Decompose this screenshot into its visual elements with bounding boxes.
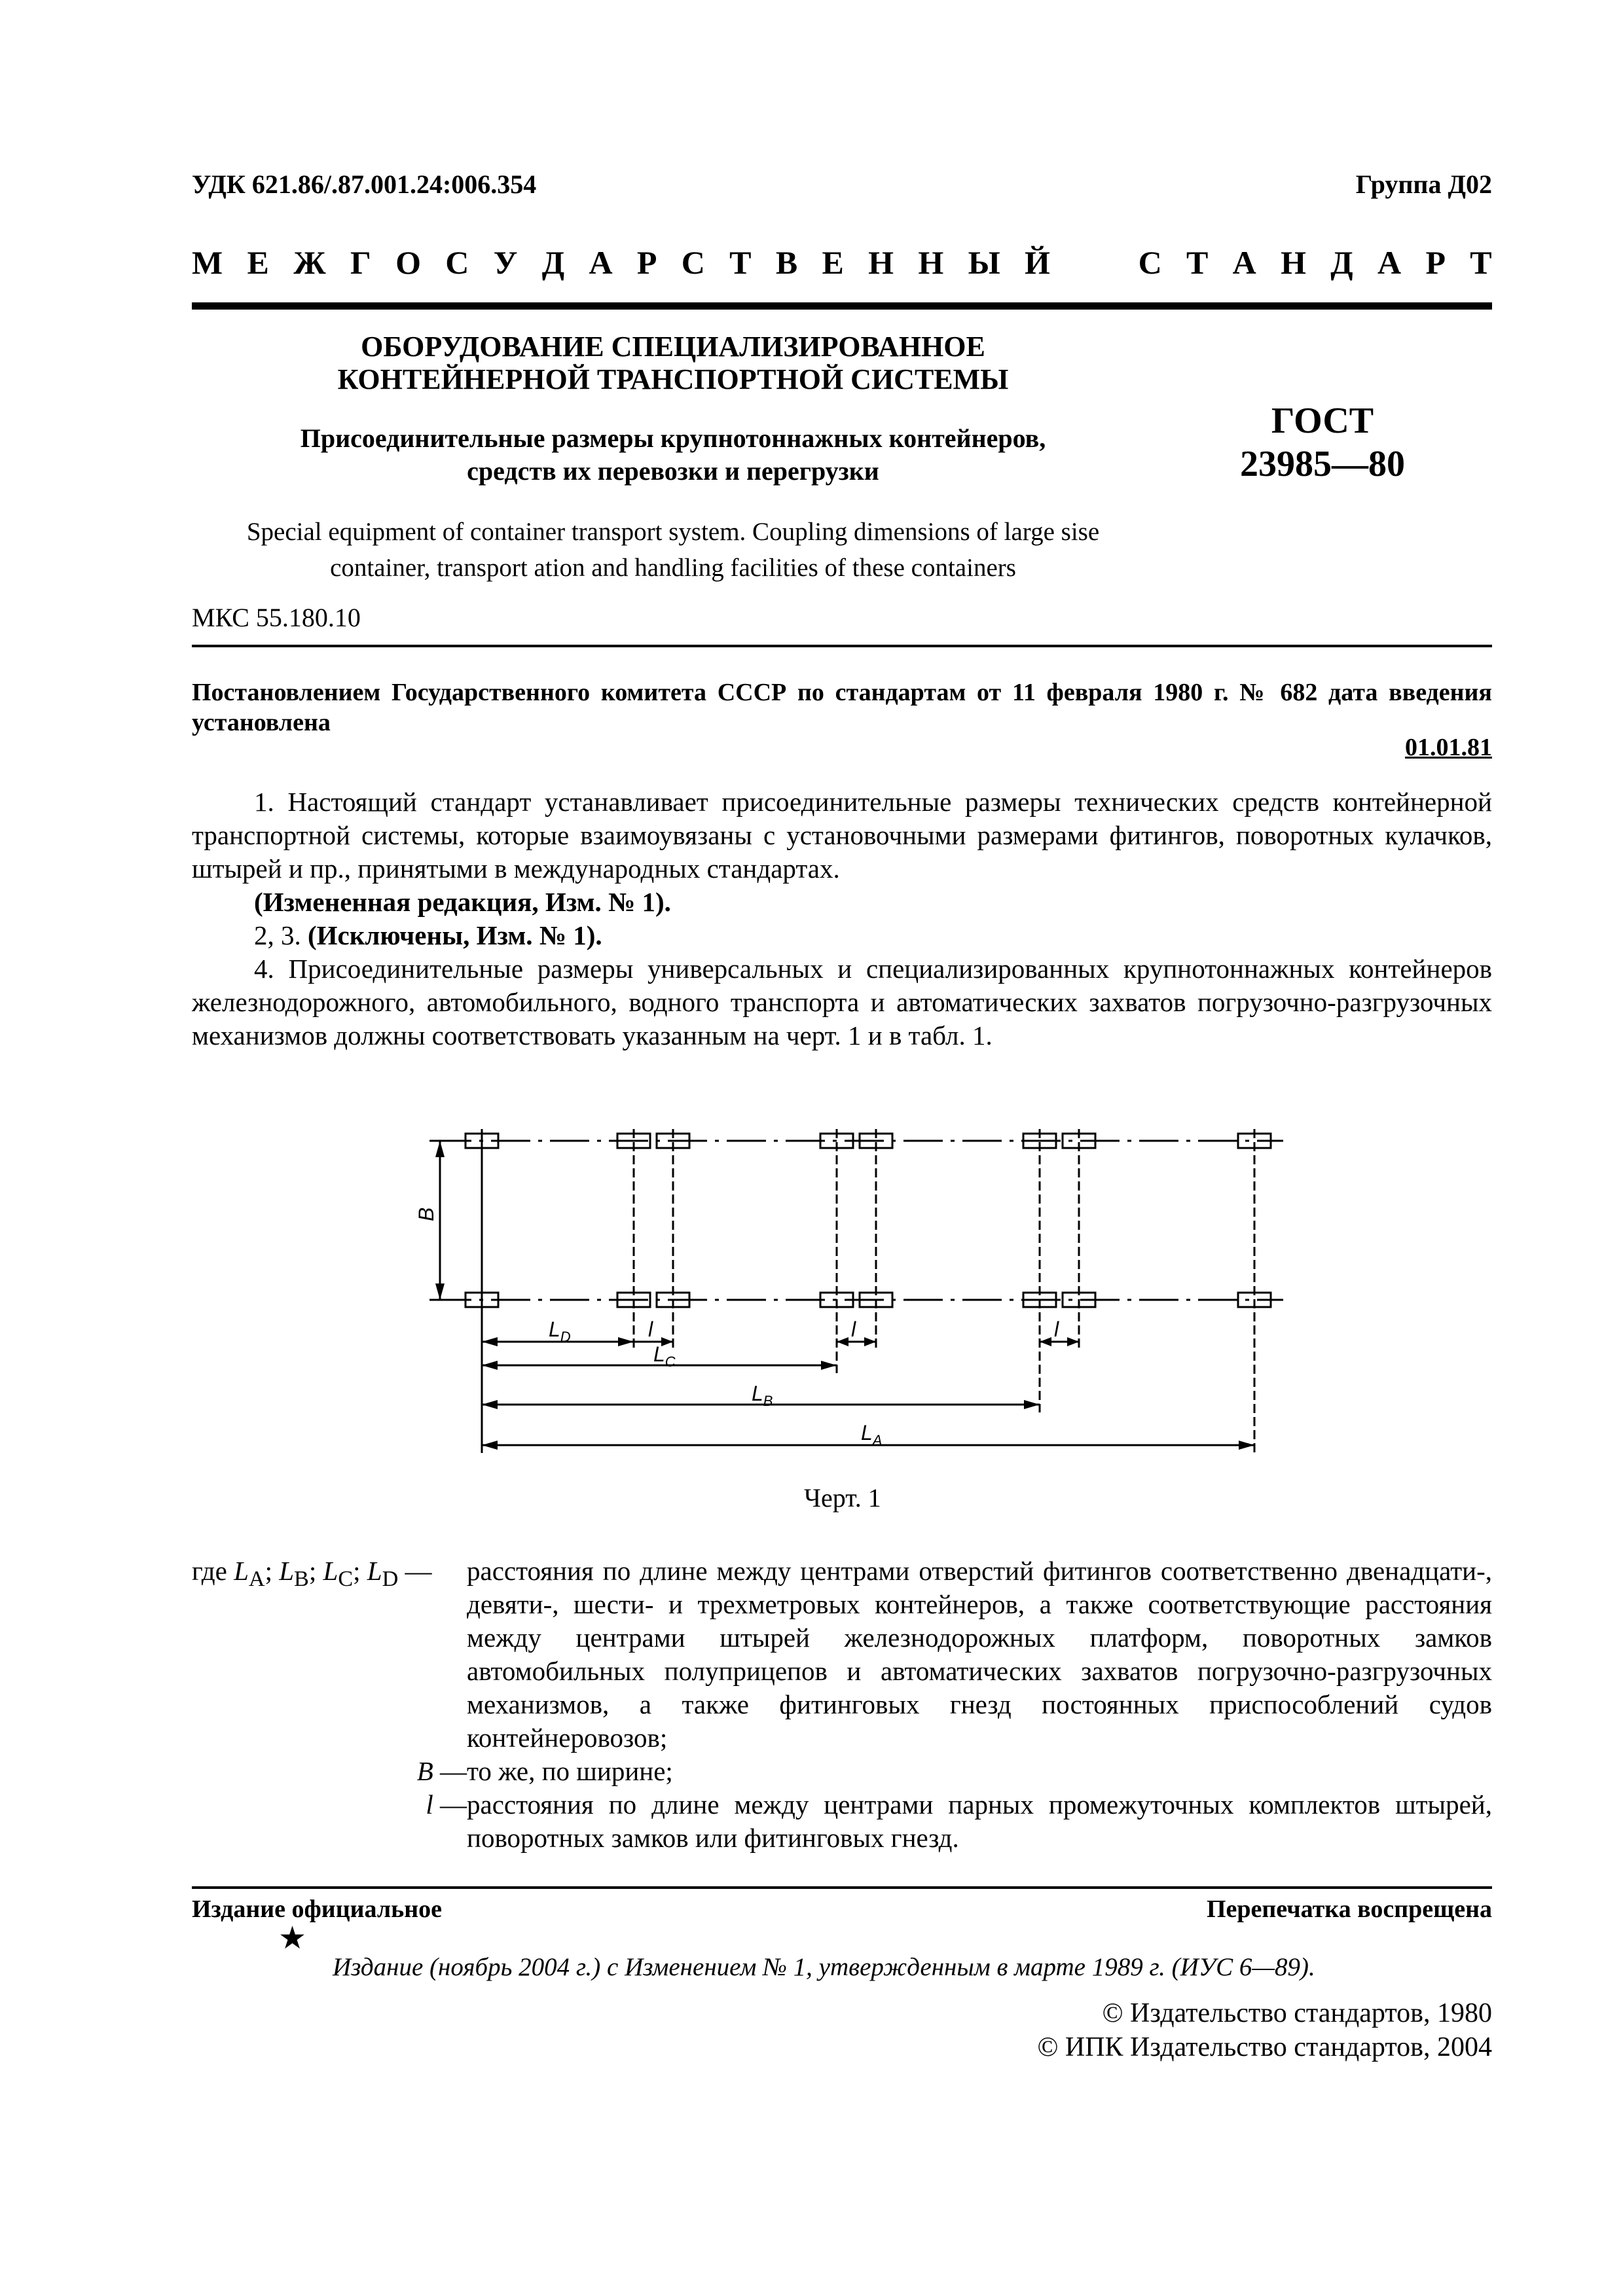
heading-letter: Р bbox=[636, 244, 657, 281]
legend-b-text: то же, по ширине; bbox=[467, 1756, 673, 1786]
heading-letter: А bbox=[589, 244, 613, 281]
middle-rule bbox=[192, 645, 1492, 647]
paragraph-1-note: (Измененная редакция, Изм. № 1). bbox=[254, 887, 671, 917]
arrowhead bbox=[482, 1400, 498, 1409]
heading-letter: У bbox=[493, 244, 518, 281]
star-icon: ★ bbox=[278, 1921, 307, 1956]
sym-lc: L bbox=[323, 1556, 338, 1586]
legend-separator: ; bbox=[264, 1556, 280, 1586]
gost-number: 23985—80 bbox=[1240, 444, 1405, 484]
heading-letter: М bbox=[192, 244, 223, 281]
arrowhead bbox=[435, 1141, 445, 1157]
arrowhead bbox=[1067, 1337, 1079, 1346]
paragraph-2-3-text: (Исключены, Изм. № 1). bbox=[308, 920, 602, 950]
english-title-line: container, transport ation and handling facilities of these containers bbox=[330, 554, 1016, 582]
main-title-line: ОБОРУДОВАНИЕ СПЕЦИАЛИЗИРОВАННОЕ bbox=[361, 331, 985, 363]
sym-lc-sub: C bbox=[338, 1567, 354, 1592]
heading-letter: А bbox=[1377, 244, 1402, 281]
label-l: l bbox=[1054, 1318, 1059, 1341]
arrowhead bbox=[821, 1361, 837, 1370]
sym-b: B bbox=[416, 1756, 433, 1786]
arrowhead bbox=[482, 1361, 498, 1370]
paragraph-1: 1. Настоящий стандарт устанавливает присоединительные размеры технических средств контейнерной транспортной системы, которые взаимоувязаны с установочными размерами фитингов, поворотных кулачков, штырей и пр., принятыми в международных стандартах. bbox=[192, 787, 1492, 884]
legend-symbols bbox=[192, 1554, 432, 1596]
heading-letter: Д bbox=[1330, 244, 1353, 281]
decree-text: Постановлением Государственного комитета СССР по стандартам от 11 февраля 1980 г. № 682 дата введения установлена bbox=[192, 679, 1492, 736]
heading-letter: Ж bbox=[293, 244, 326, 281]
arrowhead bbox=[1040, 1337, 1051, 1346]
legend-symbol-b bbox=[417, 1755, 467, 1788]
introduction-date: 01.01.81 bbox=[1405, 734, 1492, 761]
legend-l-text: расстояния по длине между центрами парных промежуточных комплектов штырей, поворотных замков или фитинговых гнезд. bbox=[467, 1789, 1492, 1853]
label-l: l bbox=[851, 1318, 856, 1341]
legend-separator: ; bbox=[353, 1556, 367, 1586]
arrowhead bbox=[618, 1337, 634, 1346]
legend-dash: — bbox=[433, 1756, 467, 1786]
figure-caption: Черт. 1 bbox=[804, 1483, 881, 1513]
legend-dash: — bbox=[433, 1789, 467, 1820]
gost-label: ГОСТ bbox=[1271, 401, 1374, 441]
mks-code: МКС 55.180.10 bbox=[192, 603, 361, 632]
heading-letter: А bbox=[1232, 244, 1256, 281]
arrowhead bbox=[837, 1337, 848, 1346]
sym-ld: L bbox=[367, 1556, 382, 1586]
bottom-rule bbox=[192, 1886, 1492, 1889]
main-title-line: КОНТЕЙНЕРНОЙ ТРАНСПОРТНОЙ СИСТЕМЫ bbox=[337, 363, 1009, 395]
reprint-prohibited-label: Перепечатка воспрещена bbox=[1206, 1895, 1492, 1923]
subtitle-line: средств их перевозки и перегрузки bbox=[467, 456, 879, 486]
udk-code: УДК 621.86/.87.001.24:006.354 bbox=[192, 170, 537, 199]
group-code: Группа Д02 bbox=[1355, 170, 1492, 199]
arrowhead bbox=[482, 1441, 498, 1450]
heading-letter: В bbox=[775, 244, 798, 281]
heading-letter: Е bbox=[247, 244, 269, 281]
legend-lengths-description: расстояния по длине между центрами отверстий фитингов соответственно двенадцати-, девяти-, шести- и трехметровых контейнеров, а также соответствующие расстояния между центрами штырей железнодорожных платформ, поворотных замков автомобильных полуприцепов и автоматических захватов погрузочно-разгрузочных механизмов, а также фитинговых гнезд постоянных приспособлений судов контейнеровозов; bbox=[467, 1556, 1492, 1753]
heading-letter: Е bbox=[822, 244, 844, 281]
heading-letter: Н bbox=[1281, 244, 1306, 281]
sym-ld-sub: D bbox=[382, 1567, 399, 1592]
heading-letter: Р bbox=[1425, 244, 1446, 281]
label-b: B bbox=[414, 1207, 438, 1221]
top-rule bbox=[192, 302, 1492, 310]
label-ld: $L_D$ bbox=[549, 1318, 571, 1345]
gost-designation bbox=[1205, 399, 1440, 486]
edition-note: Издание (ноябрь 2004 г.) с Изменением № 1, утвержденным в марте 1989 г. (ИУС 6—89). bbox=[333, 1953, 1315, 1981]
heading-letter: С bbox=[1138, 244, 1162, 281]
subtitle-line: Присоединительные размеры крупнотоннажных контейнеров, bbox=[300, 423, 1046, 453]
english-title bbox=[192, 514, 1154, 586]
sym-la-sub: A bbox=[248, 1567, 265, 1592]
label-la: $L_A$ bbox=[861, 1421, 883, 1448]
english-title-line: Special equipment of container transport system. Coupling dimensions of large sise bbox=[246, 518, 1100, 546]
arrowhead bbox=[1024, 1400, 1040, 1409]
arrowhead bbox=[482, 1337, 498, 1346]
arrowhead bbox=[864, 1337, 876, 1346]
sym-la: L bbox=[234, 1556, 249, 1586]
heading-gap bbox=[1074, 243, 1114, 281]
legend-dash: — bbox=[398, 1556, 432, 1586]
label-lb: $L_B$ bbox=[752, 1382, 773, 1409]
standard-type-heading bbox=[192, 243, 1492, 281]
sym-lb: L bbox=[279, 1556, 295, 1586]
sym-lb-sub: B bbox=[294, 1567, 309, 1592]
label-lc: $L_C$ bbox=[653, 1342, 676, 1370]
legend-lengths-text bbox=[270, 1554, 1492, 1755]
paragraph-number: 2, 3. bbox=[254, 920, 308, 950]
heading-letter: Д bbox=[541, 244, 565, 281]
copyright-1980: © Издательство стандартов, 1980 bbox=[1102, 1998, 1492, 2028]
legend-where: где bbox=[192, 1556, 234, 1586]
legend-row-b bbox=[192, 1755, 1492, 1788]
drawing-1 bbox=[393, 1093, 1309, 1460]
heading-letter: О bbox=[395, 244, 421, 281]
label-l: l bbox=[648, 1318, 653, 1341]
heading-letter: Т bbox=[1186, 244, 1209, 281]
sym-l: l bbox=[426, 1789, 433, 1820]
legend-separator: ; bbox=[308, 1556, 323, 1586]
legend-row-lengths bbox=[192, 1554, 1492, 1755]
paragraph-2-3 bbox=[192, 919, 1554, 952]
legend-symbol-l bbox=[426, 1788, 467, 1821]
official-edition-label: Издание официальное bbox=[192, 1895, 443, 1923]
arrowhead bbox=[1239, 1441, 1254, 1450]
legend bbox=[192, 1554, 1492, 1855]
heading-letter: Т bbox=[1470, 244, 1492, 281]
legend-row-l bbox=[192, 1788, 1492, 1855]
arrowhead bbox=[435, 1283, 445, 1300]
heading-letter: Т bbox=[729, 244, 752, 281]
subtitle bbox=[192, 422, 1154, 488]
main-title bbox=[192, 331, 1154, 396]
heading-letter: Н bbox=[918, 244, 944, 281]
heading-letter: С bbox=[445, 244, 469, 281]
heading-letter: Ы bbox=[968, 244, 1000, 281]
heading-letter: Г bbox=[350, 244, 371, 281]
heading-letter: Н bbox=[868, 244, 894, 281]
paragraph-4: 4. Присоединительные размеры универсальных и специализированных крупнотоннажных контейнеров железнодорожного, автомобильного, водного транспорта и автоматических захватов погрузочно-разгрузочных механизмов должны соответствовать указанным на черт. 1 и в табл. 1. bbox=[192, 954, 1492, 1050]
heading-letter: Й bbox=[1025, 244, 1050, 281]
copyright-2004: © ИПК Издательство стандартов, 2004 bbox=[1037, 2032, 1492, 2062]
heading-letter: С bbox=[681, 244, 705, 281]
